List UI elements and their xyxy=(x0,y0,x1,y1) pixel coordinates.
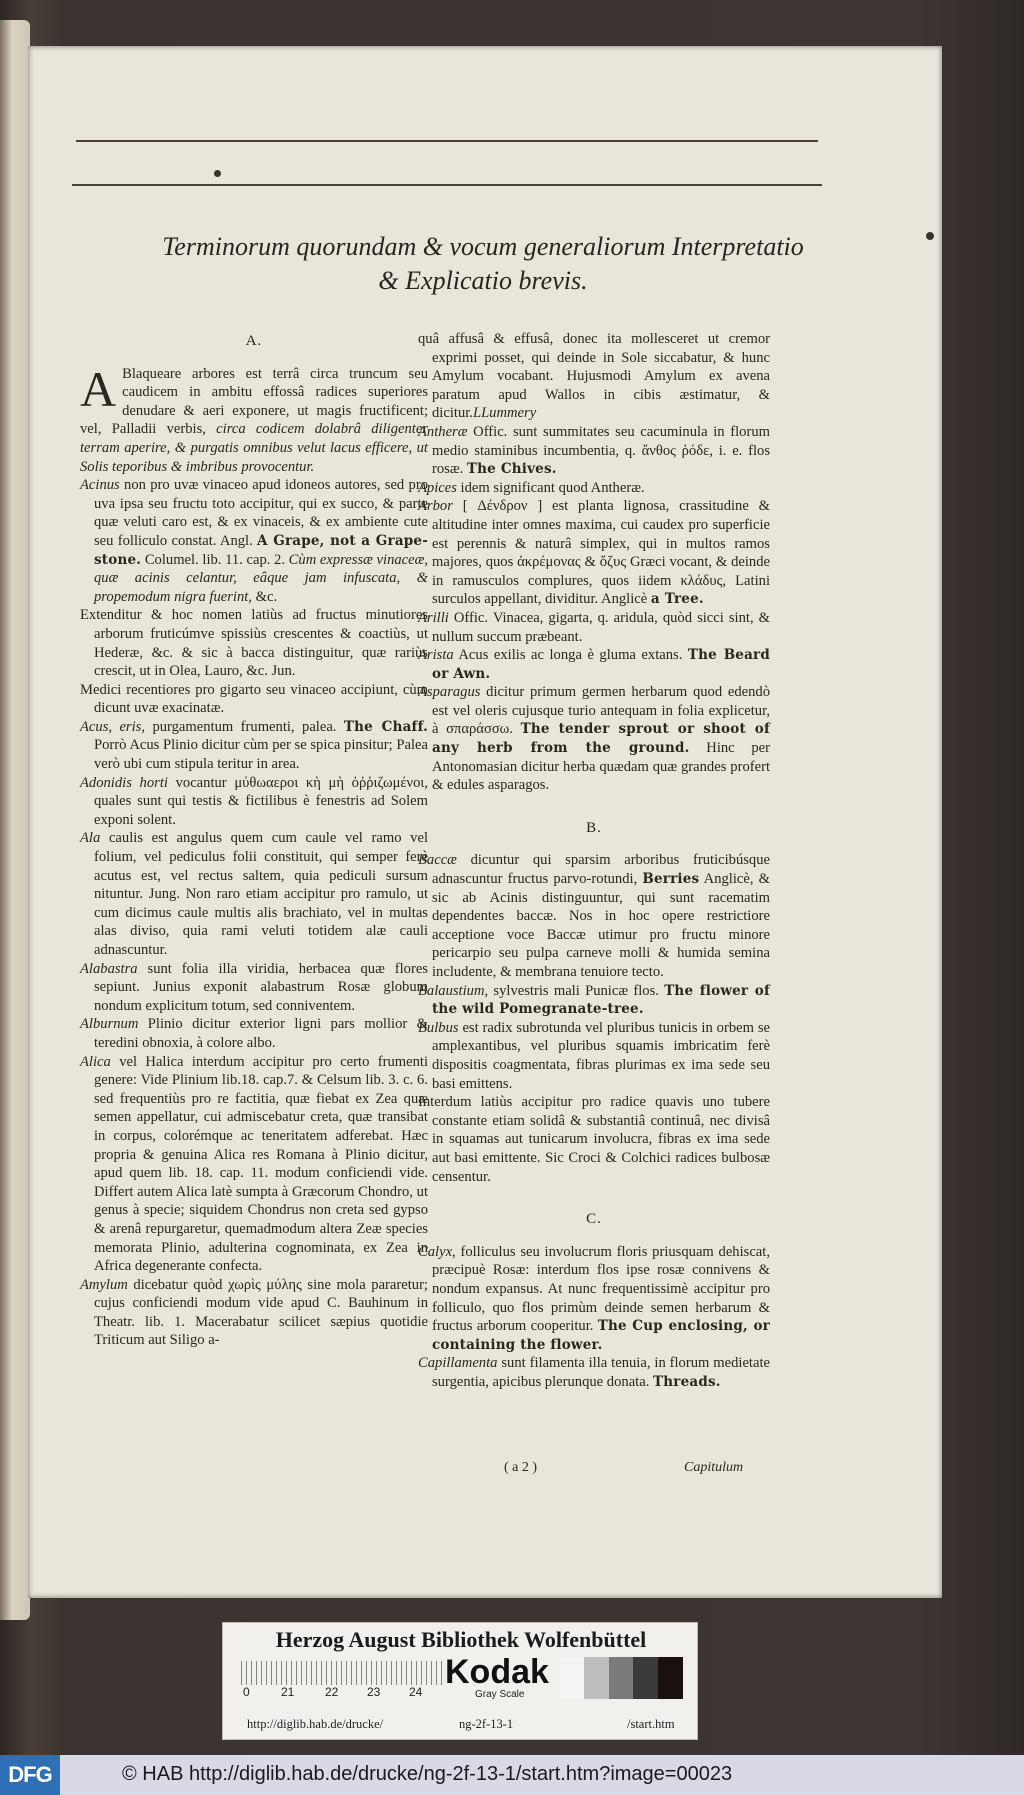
dictionary-entry xyxy=(80,1053,428,1276)
entry-text: &c. xyxy=(251,588,278,605)
entry-headword: Balaustium, xyxy=(418,982,489,999)
entry-headword: Calyx, xyxy=(418,1243,456,1260)
gray-scale-label: Gray Scale xyxy=(475,1689,525,1700)
credit-link[interactable]: © HAB http://diglib.hab.de/drucke/ng-2f-13-1/start.htm?image=00023 xyxy=(122,1763,733,1785)
dictionary-entry xyxy=(80,960,428,1016)
header-rule-top xyxy=(76,140,818,142)
ink-dot xyxy=(214,170,221,177)
dictionary-entry xyxy=(418,1243,770,1355)
latin-quote: Cùm expressæ vinaceæ, quæ acinis celantur, eâque jam infuscata, & propemodum nigra fuerint, xyxy=(94,551,428,605)
header-rule-bottom xyxy=(72,184,822,186)
dictionary-entry xyxy=(80,718,428,774)
dictionary-entry xyxy=(418,609,770,646)
entry-text: vel Halica interdum accipitur pro certo frumenti genere: Vide Plinium lib.18. cap.7. & Celsum lib. 3. c. 6. sed frequentiùs pro re factitia, quæ fiebat ex Zea quæ semen appellatur, cui admiscebatur creta, quæ transibat in corpus, colorémque ac teneritatem adferebat. Hæc propria & genuina Alica res Romana à Plinio dicitur, apud quem lib. 18. cap. 11. modum conficiendi vide. Differt autem Alica latè sumpta à Græcorum Chondro, ut genus à specie; siquidem Chondrus non creta sed gypso & arenâ repurgaretur, quemadmodum altera Zeæ species memorata Plinio, adulterina cognominata, ex Zea in Africa degenerante confecta. xyxy=(94,1053,428,1275)
dictionary-entry xyxy=(418,1354,770,1391)
entry-text: dicitur. xyxy=(432,405,473,422)
book-page xyxy=(28,46,942,1598)
entry-text: dicitur primum germen herbarum quod edendò est vel oleris cujusque turio antequam in folia explicetur, à σπαράσσω. xyxy=(432,684,770,738)
entry-text: dicebatur quòd χωρὶς μύλης sine mola pararetur; cujus conficiendi modum vide apud C. Bauhinum in Theatr. lib. 1. Macerabatur scilicet sæpius quotidie Triticum aut Siligo a- xyxy=(94,1276,428,1349)
entry-headword: Alica xyxy=(80,1053,111,1070)
entry-text: Acus exilis ac longa è gluma extans. xyxy=(453,647,688,664)
entry-text: vocantur μύθωαεροι κὴ μὴ ὀῤῥιζωμένοι, quales sunt qui testis & fictilibus è fenestris ad Solem exponi solent. xyxy=(94,774,429,828)
gray-swatch xyxy=(559,1657,584,1699)
latin-quote: LLummery xyxy=(472,405,537,422)
entry-headword: Arilli xyxy=(418,609,449,626)
ink-dot xyxy=(926,232,934,240)
english-gloss: The Cup enclosing, or containing the flower. xyxy=(432,1318,770,1353)
dictionary-entry xyxy=(418,497,770,609)
color-calibration-card xyxy=(222,1622,698,1740)
dictionary-entry xyxy=(80,681,428,718)
dictionary-entry xyxy=(418,1093,770,1186)
ruler-scale xyxy=(241,1661,443,1685)
title-line-1: Terminorum quorundam & vocum generaliorum Interpretatio xyxy=(162,232,804,261)
entry-headword: Apices xyxy=(418,479,457,496)
entry-headword: Acinus xyxy=(80,477,120,494)
entry-text: dicuntur qui sparsim arboribus fruticibúsque adnascuntur fructus parvo-rotundi, xyxy=(432,852,770,888)
dictionary-entry xyxy=(418,1019,770,1093)
dictionary-entry xyxy=(80,1276,428,1350)
dictionary-entry xyxy=(418,851,770,981)
entry-text: Plinio dicitur exterior ligni pars mollior & teredini obnoxia, à colore albo. xyxy=(94,1016,428,1051)
entry-headword: Amylum xyxy=(80,1276,128,1293)
entry-text: sunt filamenta illa tenuia, in florum medietate surgentia, apicibus plerunque donata. xyxy=(432,1355,770,1390)
entry-text: Offic. Vinacea, gigarta, q. aridula, quòd sicci sint, & nullum succum præbeant. xyxy=(432,609,770,645)
drop-cap-letter: A xyxy=(80,360,117,417)
credit-bar xyxy=(0,1755,1024,1795)
dictionary-entry xyxy=(418,479,770,498)
entry-list xyxy=(418,1243,770,1392)
entry-text: Interdum latiùs accipitur pro radice quavis uno tubere constante etiam solidâ & substantiâ continuâ, nec divisâ in squamas aut tunicarum involucra, fibras ex ima sede aut basi emittente. Sic Croci & Colchici radices bulbosæ censentur. xyxy=(418,1094,770,1185)
entry-list xyxy=(80,360,429,1350)
entry-headword: Acus, eris, xyxy=(80,718,145,735)
entry-text: sylvestris mali Punicæ flos. xyxy=(488,982,665,999)
library-name: Herzog August Bibliothek Wolfenbüttel xyxy=(275,1627,647,1652)
english-gloss: a Tree. xyxy=(650,591,704,608)
english-gloss: The Beard or Awn. xyxy=(432,647,770,682)
dictionary-entry xyxy=(418,646,770,683)
entry-text: Offic. sunt summitates seu cacuminula in florum medio staminibus incumbentia, q. ἄνθος ῥόδε, i. e. flos rosæ. xyxy=(432,423,770,478)
entry-text: Hinc per Antonomasian dicitur herba quædam quæ grandes profert & edules asparagos. xyxy=(432,740,770,794)
dictionary-entry xyxy=(418,982,770,1019)
english-gloss: A Grape, not a Grape-stone. xyxy=(94,532,428,568)
entry-text: Extenditur & hoc nomen latiùs ad fructus minutiores arborum fruticúmve spissiùs crescentes & coactiùs, ut Hederæ, &c. & sic à bacca distinguitur, quæ rariùs crescit, ut in Olea, Lauro, &c. Jun. xyxy=(80,607,428,680)
entry-text: Porrò Acus Plinio dicitur cùm per se spica pinsitur; Palea verò ubi cum stipula teritur in area. xyxy=(94,737,428,773)
entry-headword: Baccæ xyxy=(418,852,457,869)
gray-swatch xyxy=(658,1657,683,1699)
entry-text: [ Δένδρον ] est planta lignosa, crassitudine & altitudine inter omnes maxima, cui caudex pro superficie est perennis & naturâ simplex, qui in multos ramos majores, quos ἀκρέμονας & ὄζυς Græci vocant, & deinde in ramusculos complures, quos iidem κλάδυς, Latini surculos appellant, dividitur. Anglicè xyxy=(432,498,770,608)
english-gloss: Threads. xyxy=(653,1373,721,1390)
entry-text: non pro uvæ vinaceo apud idoneos autores, sed pro uva ipsa seu fructu toto accipitur, qui ex succo, & parte quæ veluti caro est, & ex vinaceis, & ex ambiente cute seu folliculo constat. Angl. xyxy=(94,477,428,549)
entry-headword: Ala xyxy=(80,830,101,847)
entry-list xyxy=(418,851,770,1186)
right-column xyxy=(418,330,770,1391)
dictionary-entry xyxy=(418,423,770,479)
entry-headword: Arbor xyxy=(418,498,453,515)
dictionary-entry xyxy=(80,1015,428,1052)
entry-text: sunt folia illa viridia, herbacea quæ flores sepiunt. Junius exponit alabastrum Rosæ globum nondum explicitum totum, sed conniventem. xyxy=(94,960,428,1014)
section-heading-c: C. xyxy=(586,1211,602,1228)
entry-headword: Bulbus xyxy=(418,1019,459,1036)
entry-text: Medici recentiores pro gigarto seu vinaceo accipiunt, cùm dicunt uvæ exacinatæ. xyxy=(80,681,428,717)
entry-text: est radix subrotunda vel pluribus tunicis in orbem se amplexantibus, vel pluribus squamis imbricatim ferè dispositis coagmentata, fibras plurimas ex ima sede seu basi emittens. xyxy=(432,1019,770,1092)
ruler-number: 22 xyxy=(325,1685,339,1699)
entry-headword: Adonidis horti xyxy=(80,774,168,791)
entry-text: Anglicè, & sic ab Acinis distinguuntur, qui sunt racematim dependentes baccæ. Nos in hoc opere restrictiore acceptione voce Baccæ utimur pro fructu minore pericarpio seu pulpa carneve molli & humida semina includente, & membrana tenuiore tecto. xyxy=(432,871,770,980)
dictionary-entry xyxy=(80,606,428,680)
ruler-number: 21 xyxy=(281,1685,295,1699)
latin-quote: circa codicem dolabrâ diligenter terram aperire, & purgatis omnibus velut lacus efficere, ut Solis teporibus & imbribus provocentur. xyxy=(80,421,428,475)
card-url-id: ng-2f-13-1 xyxy=(459,1717,514,1731)
adjacent-page-edge xyxy=(0,20,30,1620)
gray-swatch xyxy=(609,1657,634,1699)
dictionary-entry xyxy=(80,476,428,606)
kodak-logo: Kodak xyxy=(445,1653,549,1691)
entry-text: folliculus seu involucrum floris priusquam dehiscat, præcipuè Rosæ: interdum flos ipse rosæ connivens & nondum expansus. At nunc frequentissimè accipitur pro folliculo, quo flos primùm deinde semen herbarum & fructus arborum cooperitur. xyxy=(432,1243,770,1335)
gray-swatch xyxy=(633,1657,658,1699)
english-gloss: The flower of the wild Pomegranate-tree. xyxy=(432,982,770,1018)
english-gloss: The tender sprout or shoot of any herb from the ground. xyxy=(432,721,771,757)
ruler-number: 23 xyxy=(367,1685,381,1699)
entry-headword: Arista xyxy=(418,647,454,664)
entry-text: Columel. lib. 11. cap. 2. xyxy=(141,551,289,568)
page-title xyxy=(88,230,878,298)
dictionary-entry xyxy=(418,330,770,423)
title-line-2: & Explicatio brevis. xyxy=(378,266,588,295)
entry-text: idem significant quod Antheræ. xyxy=(456,479,645,496)
entry-text: purgamentum frumenti, palea. xyxy=(145,718,344,735)
signature-mark: ( a 2 ) xyxy=(504,1460,538,1475)
entry-headword: Alabastra xyxy=(80,960,138,977)
dictionary-entry xyxy=(80,829,428,959)
entry-headword: Alburnum xyxy=(80,1016,139,1033)
dictionary-entry xyxy=(80,774,428,830)
entry-headword: Asparagus xyxy=(418,684,481,701)
entry-text: Blaqueare arbores est terrâ circa truncum seu caudicem in ambitu effossâ radices superiores denudare & aeri exponere, ut magis fructificent; vel, Palladii verbis, xyxy=(80,365,428,438)
english-gloss: The Chives. xyxy=(466,461,557,478)
card-url-base: http://diglib.hab.de/drucke/ xyxy=(247,1717,384,1731)
section-heading-a: A. xyxy=(245,333,263,349)
gray-swatch xyxy=(584,1657,609,1699)
ruler-number: 0 xyxy=(243,1685,250,1699)
dfg-logo: DFG xyxy=(0,1755,60,1795)
catchword: Capitulum xyxy=(684,1460,744,1475)
entry-text: quâ affusâ & effusâ, donec ita mollesceret ut cremor exprimi posset, qui deinde in Sole siccabatur, & hunc Amylum vocabant. Hujusmodi Amylum ex avena paratum apud Wallos in cibis æstimatur, & xyxy=(418,331,770,403)
ruler-number: 24 xyxy=(409,1685,423,1699)
entry-headword: Capillamenta xyxy=(418,1355,498,1372)
entry-list xyxy=(418,330,770,795)
english-gloss: Berries xyxy=(642,871,700,888)
entry-headword: Antheræ xyxy=(418,423,468,440)
left-column xyxy=(80,328,428,1350)
english-gloss: The Chaff. xyxy=(343,718,428,735)
dictionary-entry xyxy=(80,360,428,477)
card-url-page: /start.htm xyxy=(627,1717,675,1731)
section-heading-b: B. xyxy=(586,819,602,836)
gray-swatches xyxy=(559,1657,683,1699)
dictionary-entry xyxy=(418,683,770,795)
entry-text: caulis est angulus quem cum caule vel ramo vel folium, vel pediculus folii constituit, qui semper ferè acutus est, vel rectus saltem, quia pediculi sursum nituntur. Jung. Non raro etiam accipitur pro ramulo, ut cum dicimus caule multis alis brachiato, vel in multas alas diviso, quia rami veluti totidem alæ cauli adnascuntur. xyxy=(94,830,428,958)
